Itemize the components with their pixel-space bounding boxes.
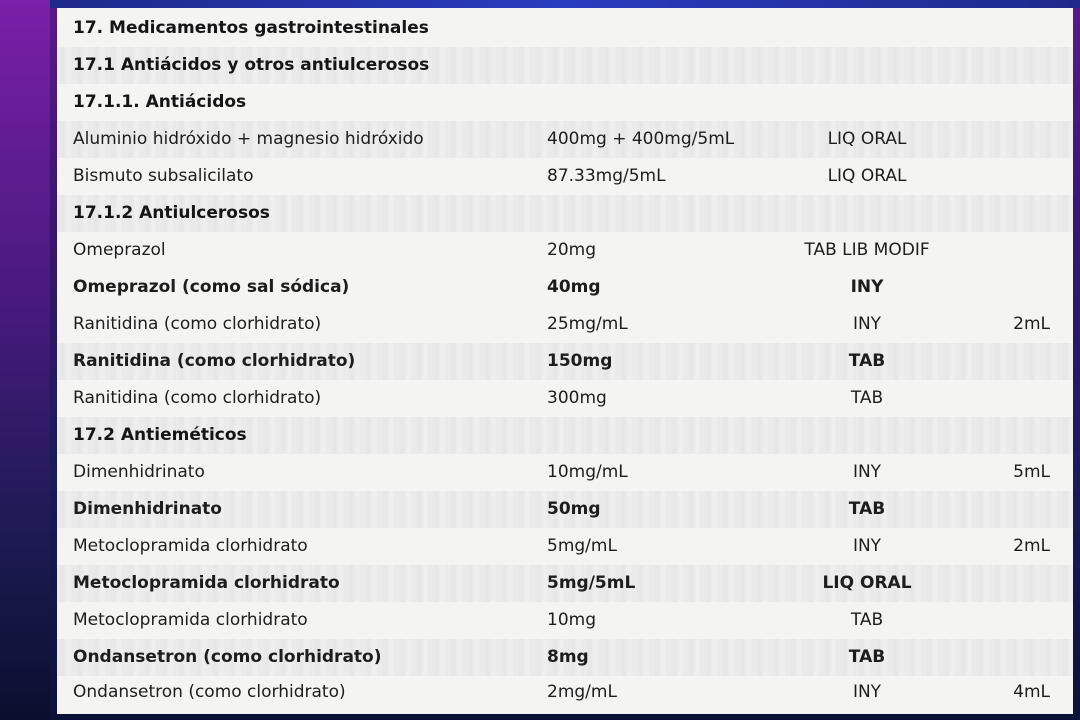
drug-dose: 300mg [547, 388, 607, 408]
drug-volume: 5mL [1013, 462, 1050, 482]
table-row [57, 565, 1073, 602]
drug-dose: 25mg/mL [547, 314, 628, 334]
drug-dose: 10mg/mL [547, 462, 628, 482]
drug-volume: 4mL [1013, 682, 1050, 702]
drug-dose: 87.33mg/5mL [547, 166, 666, 186]
drug-form: TAB [848, 499, 886, 519]
slide-top-border [50, 0, 1080, 8]
slide-left-border [0, 0, 50, 720]
subsection-heading [57, 84, 1073, 121]
heading-text: 17.1 Antiácidos y otros antiulcerosos [73, 55, 430, 75]
drug-name: Ondansetron (como clorhidrato) [73, 647, 382, 667]
drug-volume: 2mL [1013, 314, 1050, 334]
heading-text: 17. Medicamentos gastrointestinales [73, 18, 429, 38]
drug-name: Metoclopramida clorhidrato [73, 536, 308, 556]
drug-name: Metoclopramida clorhidrato [73, 610, 308, 630]
drug-form: INY [852, 536, 882, 556]
table-row [57, 528, 1073, 565]
drug-name: Aluminio hidróxido + magnesio hidróxido [73, 129, 424, 149]
table-row [57, 158, 1073, 195]
table-row [57, 674, 1073, 711]
drug-volume: 2mL [1013, 536, 1050, 556]
drug-form: TAB [850, 388, 884, 408]
drug-form: LIQ ORAL [822, 573, 912, 593]
drug-dose: 400mg + 400mg/5mL [547, 129, 735, 149]
drug-form: LIQ ORAL [827, 129, 907, 149]
table-row [57, 343, 1073, 380]
drug-form: TAB [848, 647, 886, 667]
drug-dose: 8mg [547, 647, 589, 667]
drug-name: Metoclopramida clorhidrato [73, 573, 340, 593]
subsection-heading [57, 195, 1073, 232]
drug-name: Ondansetron (como clorhidrato) [73, 682, 346, 702]
table-row [57, 602, 1073, 639]
subsection-heading [57, 417, 1073, 454]
drug-form: INY [852, 682, 882, 702]
drug-dose: 50mg [547, 499, 601, 519]
drug-dose: 150mg [547, 351, 613, 371]
drug-form: TAB [848, 351, 886, 371]
drug-dose: 5mg/5mL [547, 573, 636, 593]
drug-form: LIQ ORAL [827, 166, 907, 186]
table-row [57, 121, 1073, 158]
table-row [57, 306, 1073, 343]
drug-name: Omeprazol (como sal sódica) [73, 277, 350, 297]
heading-text: 17.1.2 Antiulcerosos [73, 203, 270, 223]
drug-dose: 40mg [547, 277, 601, 297]
table-row [57, 232, 1073, 269]
drug-name: Ranitidina (como clorhidrato) [73, 314, 322, 334]
drug-dose: 10mg [547, 610, 596, 630]
drug-name: Ranitidina (como clorhidrato) [73, 351, 356, 371]
table-row [57, 269, 1073, 306]
drug-form: INY [852, 462, 882, 482]
drug-name: Dimenhidrinato [73, 462, 205, 482]
drug-form: TAB [850, 610, 884, 630]
heading-text: 17.2 Antieméticos [73, 425, 247, 445]
heading-text: 17.1.1. Antiácidos [73, 92, 247, 112]
drug-dose: 5mg/mL [547, 536, 617, 556]
subsection-heading [57, 47, 1073, 84]
table-row [57, 491, 1073, 528]
drug-name: Ranitidina (como clorhidrato) [73, 388, 322, 408]
table-row [57, 454, 1073, 491]
drug-form: INY [850, 277, 884, 297]
drug-form: TAB LIB MODIF [804, 240, 930, 260]
drug-name: Bismuto subsalicilato [73, 166, 254, 186]
table-row [57, 380, 1073, 417]
drug-dose: 20mg [547, 240, 596, 260]
drug-form: INY [852, 314, 882, 334]
section-heading [57, 10, 1073, 47]
drug-name: Omeprazol [73, 240, 166, 260]
drug-dose: 2mg/mL [547, 682, 617, 702]
scanned-medication-list [57, 8, 1073, 714]
drug-name: Dimenhidrinato [73, 499, 222, 519]
table-row [57, 639, 1073, 676]
